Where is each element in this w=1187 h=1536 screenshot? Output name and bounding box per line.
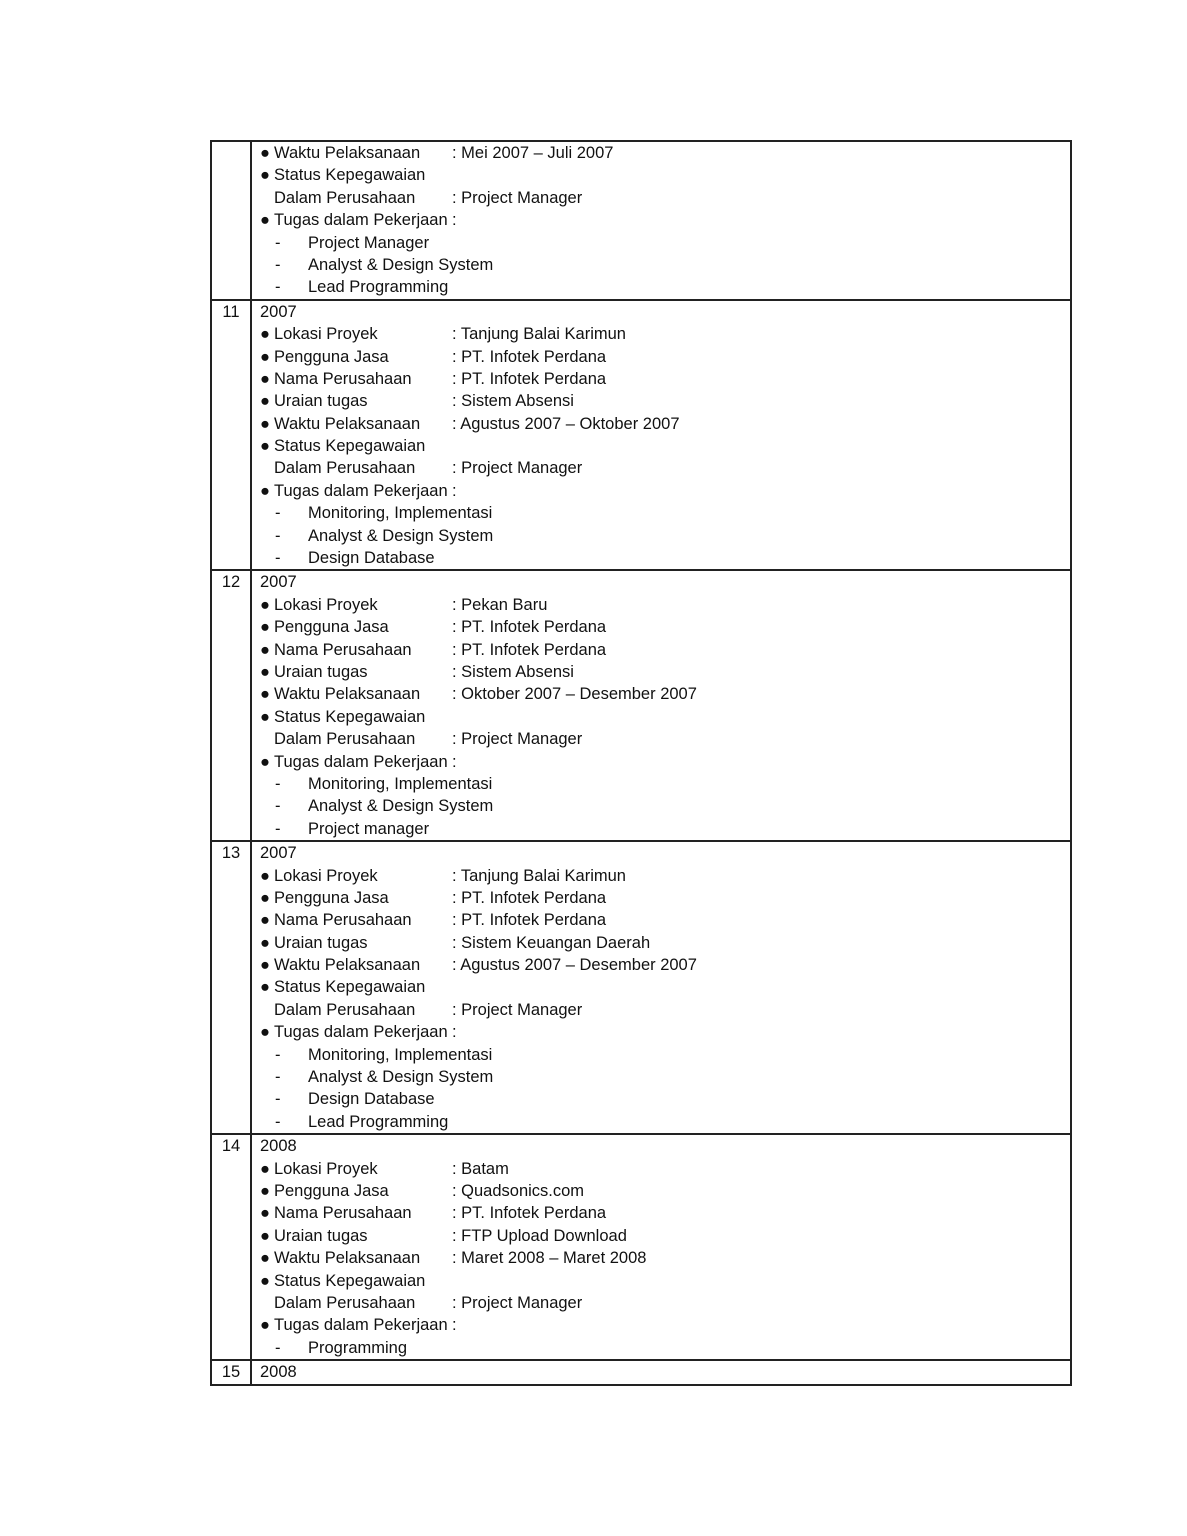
- field-label: [260, 865, 378, 887]
- field-line: [260, 1202, 1070, 1224]
- status-value: : Project Manager: [452, 730, 583, 749]
- field-label: [260, 346, 389, 368]
- field-line: [260, 368, 1070, 390]
- dash-icon: -: [275, 504, 281, 523]
- status-line: [260, 706, 1070, 728]
- bullet-icon: ●: [260, 888, 270, 907]
- bullet-icon: ●: [260, 1249, 270, 1268]
- field-label-text: Lokasi Proyek: [274, 325, 378, 344]
- status-sub-label: Dalam Perusahaan: [274, 730, 416, 749]
- task-item: [260, 502, 1070, 524]
- status-line: [260, 164, 1070, 186]
- tasks-colon: :: [452, 211, 457, 230]
- field-line: [260, 661, 1070, 683]
- bullet-icon: ●: [260, 685, 270, 704]
- task-item: [260, 1044, 1070, 1066]
- task-item: [260, 254, 1070, 276]
- field-label: [260, 142, 420, 164]
- task-item: [260, 1337, 1070, 1359]
- field-label-text: Lokasi Proyek: [274, 595, 378, 614]
- field-value: : FTP Upload Download: [452, 1226, 627, 1245]
- task-text: Project manager: [308, 819, 430, 838]
- bullet-icon: ●: [260, 1271, 270, 1290]
- status-sub-label: Dalam Perusahaan: [274, 1293, 416, 1312]
- field-label-text: Waktu Pelaksanaan: [274, 414, 421, 433]
- field-value: : Sistem Absensi: [452, 662, 574, 681]
- task-text: Design Database: [308, 1090, 435, 1109]
- task-item: [260, 525, 1070, 547]
- task-text: Lead Programming: [308, 278, 449, 297]
- project-year: 2007: [260, 573, 297, 592]
- field-label-text: Lokasi Proyek: [274, 1159, 378, 1178]
- field-value: : PT. Infotek Perdana: [452, 1204, 607, 1223]
- bullet-icon: ●: [260, 211, 270, 230]
- tasks-label: [260, 209, 448, 231]
- bullet-icon: ●: [260, 707, 270, 726]
- field-label: [260, 413, 420, 435]
- field-line: [260, 1247, 1070, 1269]
- tasks-label-text: Tugas dalam Pekerjaan: [274, 752, 448, 771]
- task-text: Analyst & Design System: [308, 797, 494, 816]
- status-label-text: Status Kepegawaian: [274, 166, 426, 185]
- status-sub-label: Dalam Perusahaan: [274, 459, 416, 478]
- field-label-text: Uraian tugas: [274, 392, 368, 411]
- field-label: [260, 323, 378, 345]
- dash-icon: -: [275, 774, 281, 793]
- status-value: : Project Manager: [452, 1000, 583, 1019]
- field-label-text: Nama Perusahaan: [274, 369, 412, 388]
- task-text: Design Database: [308, 549, 435, 568]
- table-row: [211, 300, 1071, 571]
- field-label-text: Waktu Pelaksanaan: [274, 685, 421, 704]
- status-line: [260, 435, 1070, 457]
- tasks-label-text: Tugas dalam Pekerjaan: [274, 481, 448, 500]
- task-text: Analyst & Design System: [308, 1068, 494, 1087]
- field-label-text: Lokasi Proyek: [274, 866, 378, 885]
- field-label: [260, 909, 412, 931]
- bullet-icon: ●: [260, 752, 270, 771]
- row-number: 13: [211, 841, 251, 1134]
- field-line: [260, 323, 1070, 345]
- field-value: : Pekan Baru: [452, 595, 548, 614]
- field-value: : PT. Infotek Perdana: [452, 369, 607, 388]
- bullet-icon: ●: [260, 640, 270, 659]
- field-value: : PT. Infotek Perdana: [452, 888, 607, 907]
- task-text: Monitoring, Implementasi: [308, 504, 493, 523]
- field-value: : Mei 2007 – Juli 2007: [452, 144, 614, 162]
- dash-icon: -: [275, 549, 281, 568]
- field-line: [260, 1225, 1070, 1247]
- table-row: [211, 1134, 1071, 1360]
- field-label-text: Pengguna Jasa: [274, 1181, 389, 1200]
- row-content: [251, 1360, 1071, 1384]
- bullet-icon: ●: [260, 1023, 270, 1042]
- status-value: : Project Manager: [452, 459, 583, 478]
- field-label-text: Waktu Pelaksanaan: [274, 1249, 421, 1268]
- field-label-text: Uraian tugas: [274, 662, 368, 681]
- row-content: [251, 841, 1071, 1134]
- field-value: : PT. Infotek Perdana: [452, 640, 607, 659]
- bullet-icon: ●: [260, 956, 270, 975]
- field-value: : Oktober 2007 – Desember 2007: [452, 685, 697, 704]
- field-label-text: Pengguna Jasa: [274, 888, 389, 907]
- tasks-colon: :: [452, 752, 457, 771]
- field-line: [260, 954, 1070, 976]
- field-line: [260, 1158, 1070, 1180]
- status-sub-line: [260, 457, 1070, 479]
- field-line: [260, 1180, 1070, 1202]
- field-line: [260, 865, 1070, 887]
- tasks-label-text: Tugas dalam Pekerjaan: [274, 211, 448, 230]
- field-line: [260, 909, 1070, 931]
- table-row: [211, 570, 1071, 841]
- field-value: : Agustus 2007 – Oktober 2007: [452, 414, 680, 433]
- bullet-icon: ●: [260, 978, 270, 997]
- field-label-text: Nama Perusahaan: [274, 911, 412, 930]
- row-content: [251, 570, 1071, 841]
- field-label: [260, 932, 368, 954]
- tasks-label: [260, 1314, 448, 1336]
- field-label: [260, 616, 389, 638]
- task-item: [260, 795, 1070, 817]
- status-label-text: Status Kepegawaian: [274, 437, 426, 456]
- bullet-icon: ●: [260, 392, 270, 411]
- field-label: [260, 683, 420, 705]
- tasks-header-line: [260, 1314, 1070, 1336]
- status-sub-label: Dalam Perusahaan: [274, 1000, 416, 1019]
- field-line: [260, 616, 1070, 638]
- tasks-colon: :: [452, 1023, 457, 1042]
- table-row: [211, 1360, 1071, 1384]
- dash-icon: -: [275, 233, 281, 252]
- status-line: [260, 1270, 1070, 1292]
- tasks-colon: :: [452, 481, 457, 500]
- field-line: [260, 594, 1070, 616]
- field-value: : Tanjung Balai Karimun: [452, 866, 626, 885]
- task-text: Monitoring, Implementasi: [308, 774, 493, 793]
- field-label-text: Uraian tugas: [274, 933, 368, 952]
- status-label-text: Status Kepegawaian: [274, 1271, 426, 1290]
- field-label-text: Nama Perusahaan: [274, 640, 412, 659]
- field-value: : Sistem Keuangan Daerah: [452, 933, 651, 952]
- field-label-text: Pengguna Jasa: [274, 618, 389, 637]
- field-value: : PT. Infotek Perdana: [452, 347, 607, 366]
- field-label: [260, 1225, 368, 1247]
- status-label: [260, 435, 425, 457]
- row-content: [251, 141, 1071, 300]
- status-value: : Project Manager: [452, 188, 583, 207]
- row-number: 11: [211, 300, 251, 571]
- field-label: [260, 661, 368, 683]
- bullet-icon: ●: [260, 662, 270, 681]
- tasks-header-line: [260, 751, 1070, 773]
- bullet-icon: ●: [260, 618, 270, 637]
- row-number: [211, 141, 251, 300]
- bullet-icon: ●: [260, 1204, 270, 1223]
- field-line: [260, 390, 1070, 412]
- field-value: : Sistem Absensi: [452, 392, 574, 411]
- task-item: [260, 1111, 1070, 1133]
- row-number: 14: [211, 1134, 251, 1360]
- field-label: [260, 954, 420, 976]
- bullet-icon: ●: [260, 933, 270, 952]
- task-text: Programming: [308, 1338, 408, 1357]
- field-value: : Quadsonics.com: [452, 1181, 585, 1200]
- field-label: [260, 594, 378, 616]
- status-sub-label: Dalam Perusahaan: [274, 188, 416, 207]
- status-label: [260, 164, 425, 186]
- field-label-text: Waktu Pelaksanaan: [274, 956, 421, 975]
- field-label: [260, 887, 389, 909]
- field-line: [260, 413, 1070, 435]
- status-label: [260, 976, 425, 998]
- status-sub-line: [260, 187, 1070, 209]
- field-label: [260, 639, 412, 661]
- tasks-label: [260, 1021, 448, 1043]
- field-value: : Agustus 2007 – Desember 2007: [452, 956, 697, 975]
- tasks-label: [260, 751, 448, 773]
- project-year: 2007: [260, 302, 297, 321]
- field-value: : PT. Infotek Perdana: [452, 618, 607, 637]
- dash-icon: -: [275, 255, 281, 274]
- bullet-icon: ●: [260, 1226, 270, 1245]
- bullet-icon: ●: [260, 414, 270, 433]
- task-text: Lead Programming: [308, 1112, 449, 1131]
- field-label-text: Pengguna Jasa: [274, 347, 389, 366]
- field-label: [260, 1180, 389, 1202]
- field-line: [260, 932, 1070, 954]
- field-value: : Tanjung Balai Karimun: [452, 325, 626, 344]
- task-text: Analyst & Design System: [308, 526, 494, 545]
- bullet-icon: ●: [260, 911, 270, 930]
- bullet-icon: ●: [260, 347, 270, 366]
- field-label-text: Nama Perusahaan: [274, 1204, 412, 1223]
- field-label: [260, 390, 368, 412]
- dash-icon: -: [275, 797, 281, 816]
- dash-icon: -: [275, 526, 281, 545]
- table-body: [211, 141, 1071, 1385]
- field-label: [260, 368, 412, 390]
- field-label: [260, 1202, 412, 1224]
- status-sub-line: [260, 728, 1070, 750]
- table-row: [211, 841, 1071, 1134]
- bullet-icon: ●: [260, 369, 270, 388]
- field-line: [260, 142, 1070, 164]
- bullet-icon: ●: [260, 325, 270, 344]
- field-label: [260, 1247, 420, 1269]
- task-text: Monitoring, Implementasi: [308, 1045, 493, 1064]
- bullet-icon: ●: [260, 1316, 270, 1335]
- field-label: [260, 1158, 378, 1180]
- task-item: [260, 1066, 1070, 1088]
- status-sub-line: [260, 999, 1070, 1021]
- dash-icon: -: [275, 819, 281, 838]
- bullet-icon: ●: [260, 481, 270, 500]
- task-item: [260, 276, 1070, 298]
- task-item: [260, 1088, 1070, 1110]
- tasks-label-text: Tugas dalam Pekerjaan: [274, 1316, 448, 1335]
- dash-icon: -: [275, 1068, 281, 1087]
- bullet-icon: ●: [260, 144, 270, 162]
- tasks-header-line: [260, 1021, 1070, 1043]
- bullet-icon: ●: [260, 1181, 270, 1200]
- status-label-text: Status Kepegawaian: [274, 707, 426, 726]
- status-sub-line: [260, 1292, 1070, 1314]
- status-label: [260, 1270, 425, 1292]
- status-line: [260, 976, 1070, 998]
- dash-icon: -: [275, 1045, 281, 1064]
- tasks-header-line: [260, 209, 1070, 231]
- bullet-icon: ●: [260, 437, 270, 456]
- tasks-colon: :: [452, 1316, 457, 1335]
- bullet-icon: ●: [260, 866, 270, 885]
- dash-icon: -: [275, 278, 281, 297]
- task-item: [260, 232, 1070, 254]
- task-item: [260, 547, 1070, 569]
- project-year: 2008: [260, 1137, 297, 1156]
- task-item: [260, 818, 1070, 840]
- task-text: Analyst & Design System: [308, 255, 494, 274]
- project-year: 2008: [260, 1363, 297, 1382]
- row-number: 15: [211, 1360, 251, 1384]
- status-label: [260, 706, 425, 728]
- field-line: [260, 887, 1070, 909]
- bullet-icon: ●: [260, 1159, 270, 1178]
- dash-icon: -: [275, 1338, 281, 1357]
- dash-icon: -: [275, 1112, 281, 1131]
- field-value: : PT. Infotek Perdana: [452, 911, 607, 930]
- bullet-icon: ●: [260, 166, 270, 185]
- status-label-text: Status Kepegawaian: [274, 978, 426, 997]
- tasks-header-line: [260, 480, 1070, 502]
- field-value: : Maret 2008 – Maret 2008: [452, 1249, 647, 1268]
- status-value: : Project Manager: [452, 1293, 583, 1312]
- dash-icon: -: [275, 1090, 281, 1109]
- project-year: 2007: [260, 844, 297, 863]
- task-text: Project Manager: [308, 233, 430, 252]
- tasks-label: [260, 480, 448, 502]
- task-item: [260, 773, 1070, 795]
- bullet-icon: ●: [260, 595, 270, 614]
- field-line: [260, 639, 1070, 661]
- table-row: [211, 141, 1071, 300]
- row-content: [251, 1134, 1071, 1360]
- row-content: [251, 300, 1071, 571]
- field-value: : Batam: [452, 1159, 509, 1178]
- field-line: [260, 346, 1070, 368]
- field-line: [260, 683, 1070, 705]
- tasks-label-text: Tugas dalam Pekerjaan: [274, 1023, 448, 1042]
- project-experience-table: [210, 140, 1072, 1386]
- field-label-text: Waktu Pelaksanaan: [274, 144, 421, 162]
- field-label-text: Uraian tugas: [274, 1226, 368, 1245]
- row-number: 12: [211, 570, 251, 841]
